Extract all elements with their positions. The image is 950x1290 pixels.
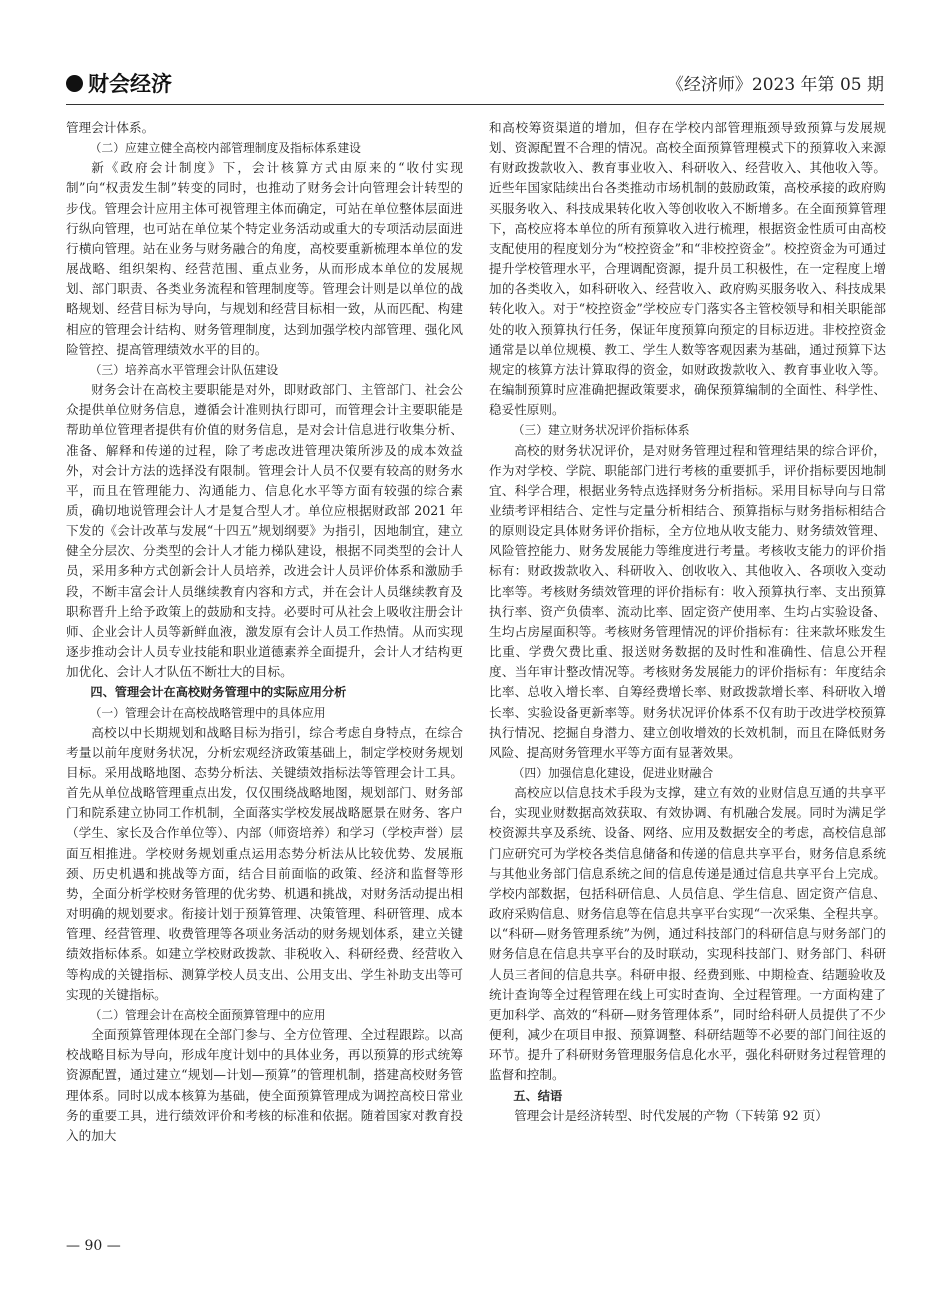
left-column [66,118,463,1146]
subsection-heading: （二）应建立健全高校内部管理制度及指标体系建设 [89,141,361,156]
paragraph: 管理会计体系。 [66,120,155,135]
subsection-heading: （一）管理会计在高校战略管理中的具体应用 [89,705,326,720]
page-number: — 90 — [66,1238,121,1254]
paragraph: 财务会计在高校主要职能是对外，即财政部门、主管部门、社会公众提供单位财务信息，遵循会计准则执行即可，而管理会计主要职能是帮助单位管理者提供有价值的财务信息，是对会计信息进行收集分析、准备、解释和传递的过程，除了考虑改进管理决策所涉及的成本效益外，对会计方法的选择没有限制。管理会计人员不仅要有较高的财务水平，而且在管理能力、沟通能力、信息化水平等方面有较强的综合素质，确切地说管理会计人才是复合型人才。单位应根据财政部 2021 年下发的《会计改革与发展“十四五”规划纲要》为指引，因地制宜，建立健全分层次、分类型的会计人才能力梯队建设，根据不同类型的会计人员，采用多种方式创新会计人员培养，改进会计人员评价体系和激励手段，不断丰富会计人员继续教育内容和方式，并在会计人员继续教育及职称晋升上给予政策上的鼓励和支持。必要时可从社会上吸收注册会计师、企业会计人员等新鲜血液，激发原有会计人员工作热情。从而实现逐步推动会计人员专业技能和职业道德素养全面提升，会计人才结构更加优化、会计人才队伍不断壮大的目标。 [66,382,463,680]
paragraph: 新《政府会计制度》下，会计核算方式由原来的“收付实现制”向“权责发生制”转变的同时，也推动了财务会计向管理会计转型的步伐。管理会计应用主体可视管理主体而确定，可站在单位整体层面进行纵向管理，也可站在单位某个特定业务活动或重大的专项活动层面进行横向管理。站在业务与财务融合的角度，高校要重新梳理本单位的发展战略、组织架构、经营范围、重点业务，从而形成本单位的发展规划、部门职责、各类业务流程和管理制度等。管理会计则是以单位的战略规划、经营目标为导向，与规划和经营目标相一致，从而匹配、构建相应的管理会计结构、财务管理制度，达到加强学校内部管理、强化风险管控、提高管理绩效水平的目的。 [66,160,463,357]
section-heading: 四、管理会计在高校财务管理中的实际应用分析 [90,685,347,700]
paragraph: 高校以中长期规划和战略目标为指引，综合考虑自身特点，在综合考量以前年度财务状况，分析宏观经济政策基础上，制定学校财务规划目标。采用战略地图、态势分析法、关键绩效指标法等管理会计工具。首先从单位战略管理重点出发，仅仅围绕战略地图，规划部门、财务部门和院系建立协同工作机制，全面落实学校发展战略愿景在财务、客户（学生、家长及合作单位等）、内部（师资培养）和学习（学校声誉）层面互相推进。学校财务规划重点运用态势分析法从比较优势、发展瓶颈、历史机遇和挑战等方面，结合目前面临的政策、经济和监督等形势，全面分析学校财务管理的优劣势、机遇和挑战，对财务活动提出相对明确的规划要求。衔接计划于预算管理、决策管理、科研管理、成本管理、经营管理、收费管理等各项业务活动的财务规划体系，建立关键绩效指标体系。如建立学校财政拨款、非税收入、科研经费、经营收入等构成的关键指标、测算学校人员支出、公用支出、学生补助支出等可实现的关键指标。 [66,724,463,1002]
subsection-heading: （三）培养高水平管理会计队伍建设 [89,362,279,377]
paragraph: 管理会计是经济转型、时代发展的产物（下转第 92 页） [514,1107,828,1123]
section-heading: 五、结语 [513,1088,563,1103]
journal-issue: 《经济师》2023 年第 05 期 [666,75,884,95]
paragraph: 高校的财务状况评价，是对财务管理过程和管理结果的综合评价，作为对学校、学院、职能部门进行考核的重要抓手，评价指标要因地制宜、科学合理，根据业务特点选择财务分析指标。采用目标导向与日常业绩考评相结合、定性与定量分析相结合、预算指标与财务指标相结合的原则设定具体财务评价指标，全方位地从收支能力、财务绩效管理、风险管控能力、财务发展能力等维度进行考量。考核收支能力的评价指标有：财政拨款收入、科研收入、创收收入、其他收入、各项收入变动比率等。考核财务绩效管理的评价指标有：收入预算执行率、支出预算执行率、资产负债率、流动比率、固定资产使用率、生均占实验设备、生均占房屋面积等。考核财务管理情况的评价指标有：往来款坏账发生比重、学费欠费比重、报送财务数据的及时性和准确性、信息公开程度、当年审计整改情况等。考核财务发展能力的评价指标有：年度结余比率、总收入增长率、自筹经费增长率、财政拨款增长率、科研收入增长率、实验设备更新率等。财务状况评价体系不仅有助于改进学校预算执行情况、挖掘自身潜力、建立创收增效的长效机制，而且在降低财务风险、提高财务管理水平等方面有显著效果。 [489,442,886,760]
subsection-heading: （二）管理会计在高校全面预算管理中的应用 [89,1007,326,1022]
right-column [489,118,886,1126]
paragraph: 和高校筹资渠道的增加，但存在学校内部管理瓶颈导致预算与发展规划、资源配置不合理的情况。高校全面预算管理模式下的预算收入来源有财政拨款收入、教育事业收入、科研收入、经营收入、其他收入等。近些年国家陆续出台各类推动市场机制的鼓励政策，高校承接的政府购买服务收入、科技成果转化收入等创收收入不断增多。在全面预算管理下，高校应将本单位的所有预算收入进行梳理，根据资金性质可由高校支配使用的程度划分为“校控资金”和“非校控资金”。校控资金为可通过提升学校管理水平，合理调配资源，提升员工积极性，在一定程度上增加的各类收入，如科研收入、经营收入、政府购买服务收入、科技成果转化收入。对于“校控资金”学校应专门落实各主管校领导和相关职能部处的收入预算执行任务，保证年度预算向预定的目标迈进。非校控资金通常是以单位规模、教工、学生人数等客观因素为基础，通过预算下达规定的核算方法计算取得的资金，如财政拨款收入、教育事业收入等。在编制预算时应准确把握政策要求，确保预算编制的全面性、科学性、稳妥性原则。 [489,120,886,418]
paragraph: 高校应以信息技术手段为支撑，建立有效的业财信息互通的共享平台，实现业财数据高效获取、有效协调、有机融合发展。同时为满足学校资源共享及系统、设备、网络、应用及数据安全的考虑，高校信息部门应研究可为学校各类信息储备和传递的信息共享平台，财务信息系统与其他业务部门信息系统之间的信息传递是通过信息共享平台上完成。学校内部数据，包括科研信息、人员信息、学生信息、固定资产信息、政府采购信息、财务信息等在信息共享平台实现“一次采集、全程共享。以“科研—财务管理系统”为例，通过科技部门的科研信息与财务部门的财务信息在信息共享平台的及时联动，实现科技部门、财务部门、科研人员三者间的信息共享。科研申报、经费到账、中期检查、结题验收及统计查询等全过程管理在线上可实时查询、全过程管理。一方面构建了更加科学、高效的“科研—财务管理体系”，同时给科研人员提供了不少便利，减少在项目申报、预算调整、科研结题等不必要的部门间往返的环节。提升了科研财务管理服务信息化水平，强化科研财务过程管理的监督和控制。 [489,785,886,1083]
page-header [66,68,884,102]
section-label [66,68,172,98]
subsection-heading: （三）建立财务状况评价指标体系 [512,423,690,438]
header-rule [66,104,884,105]
section-title: 财会经济 [88,72,172,96]
subsection-heading: （四）加强信息化建设，促进业财融合 [512,766,714,780]
bullet-dot-icon [66,75,83,92]
paragraph: 全面预算管理体现在全部门参与、全方位管理、全过程跟踪。以高校战略目标为导向，形成年度计划中的具体业务，再以预算的形式统筹资源配置，通过建立“规划—计划—预算”的管理机制，搭建高校财务管理体系。同时以成本核算为基础，使全面预算管理成为调控高校日常业务的重要工具，进行绩效评价和考核的标准和依据。随着国家对教育投入的加大 [66,1027,463,1143]
